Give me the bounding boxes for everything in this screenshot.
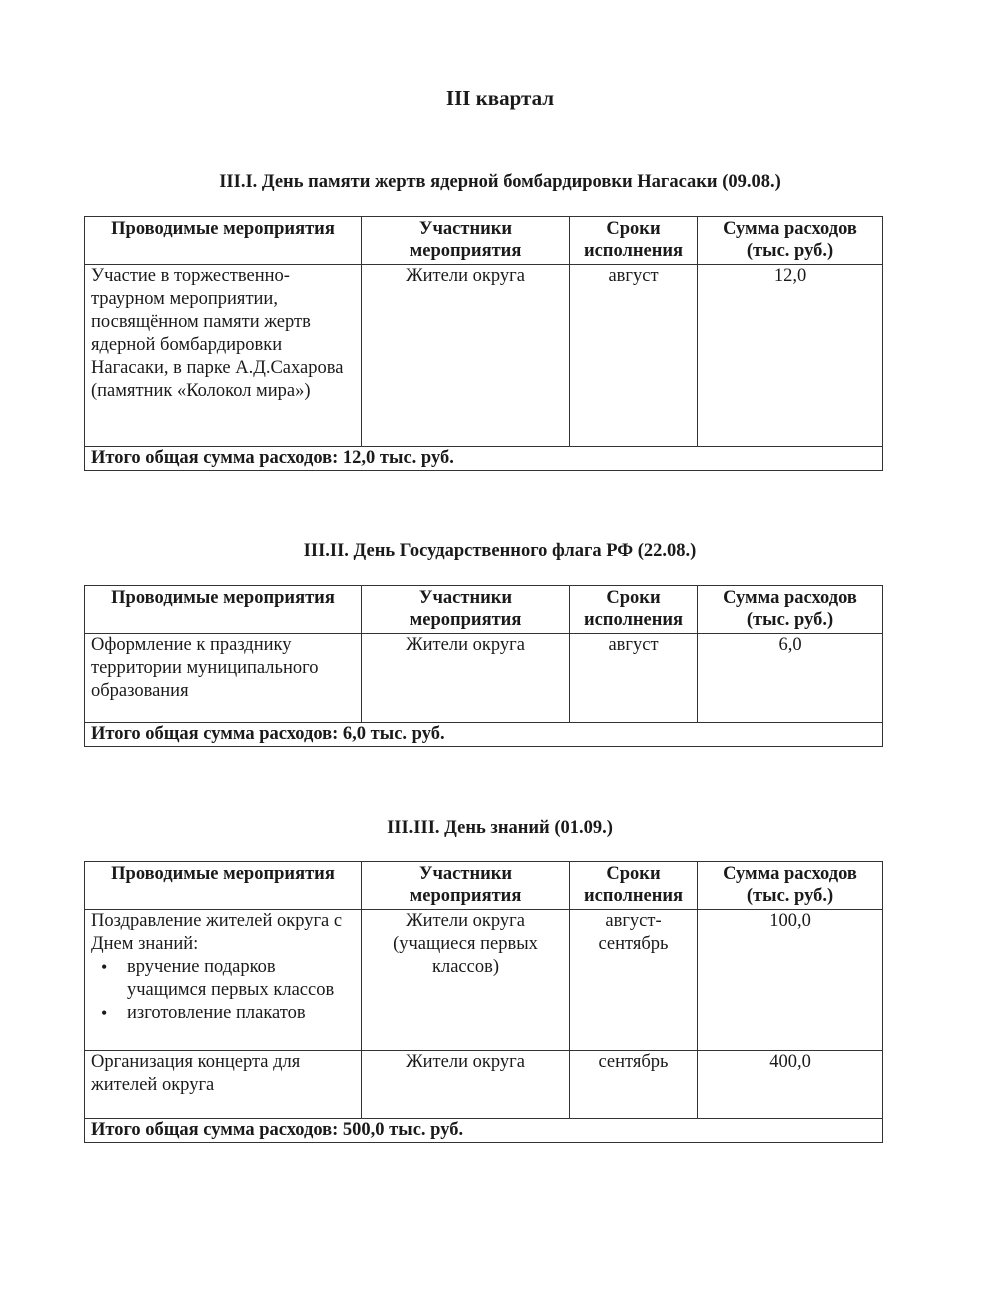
section-title-2: III.II. День Государственного флага РФ (22.08.) bbox=[303, 541, 697, 561]
total-cell: Итого общая сумма расходов: 500,0 тыс. руб. bbox=[85, 1119, 883, 1143]
section-title-3: III.III. День знаний (01.09.) bbox=[387, 818, 613, 838]
event-bullet-list bbox=[91, 956, 355, 1025]
participants-cell: Жители округа bbox=[362, 265, 570, 447]
header-events: Проводимые мероприятия bbox=[85, 586, 362, 634]
list-item: • вручение подарков учащимся первых классов bbox=[127, 956, 355, 1002]
header-costs: Сумма расходов (тыс. руб.) bbox=[698, 586, 883, 634]
header-dates: Сроки исполнения bbox=[570, 586, 698, 634]
participants-cell: Жители округа bbox=[362, 634, 570, 723]
cost-cell: 6,0 bbox=[698, 634, 883, 723]
event-cell: Организация концерта для жителей округа bbox=[85, 1051, 362, 1119]
page-title: III квартал bbox=[445, 86, 555, 110]
table-header-row bbox=[85, 586, 883, 634]
dates-cell: август bbox=[570, 634, 698, 723]
section-3-table bbox=[84, 861, 883, 1143]
total-row bbox=[85, 723, 883, 747]
event-text: Поздравление жителей округа с Днем знаний: bbox=[91, 911, 343, 954]
total-cell: Итого общая сумма расходов: 12,0 тыс. руб. bbox=[85, 447, 883, 471]
table-header-row bbox=[85, 862, 883, 910]
table-header-row bbox=[85, 217, 883, 265]
dates-cell: август bbox=[570, 265, 698, 447]
section-title-1: III.I. День памяти жертв ядерной бомбардировки Нагасаки (09.08.) bbox=[219, 172, 781, 192]
table-row bbox=[85, 634, 883, 723]
cost-cell: 12,0 bbox=[698, 265, 883, 447]
table-row bbox=[85, 265, 883, 447]
event-cell: Участие в торжественно-траурном мероприятии, посвящённом памяти жертв ядерной бомбардировки Нагасаки, в парке А.Д.Сахарова (памятник «Колокол мира») bbox=[85, 265, 362, 447]
header-events: Проводимые мероприятия bbox=[85, 862, 362, 910]
dates-cell: сентябрь bbox=[570, 1051, 698, 1119]
section-1-table bbox=[84, 216, 883, 471]
section-2-table bbox=[84, 585, 883, 747]
total-row bbox=[85, 1119, 883, 1143]
table-row bbox=[85, 910, 883, 1051]
list-item: • изготовление плакатов bbox=[127, 1002, 355, 1025]
event-cell: Оформление к празднику территории муниципального образования bbox=[85, 634, 362, 723]
header-participants: Участники мероприятия bbox=[362, 586, 570, 634]
header-costs: Сумма расходов (тыс. руб.) bbox=[698, 217, 883, 265]
table-row bbox=[85, 1051, 883, 1119]
dates-cell: август-сентябрь bbox=[570, 910, 698, 1051]
header-costs: Сумма расходов (тыс. руб.) bbox=[698, 862, 883, 910]
header-participants: Участники мероприятия bbox=[362, 217, 570, 265]
participants-cell: Жители округа (учащиеся первых классов) bbox=[362, 910, 570, 1051]
cost-cell: 400,0 bbox=[698, 1051, 883, 1119]
header-dates: Сроки исполнения bbox=[570, 862, 698, 910]
header-events: Проводимые мероприятия bbox=[85, 217, 362, 265]
total-row bbox=[85, 447, 883, 471]
cost-cell: 100,0 bbox=[698, 910, 883, 1051]
event-cell bbox=[85, 910, 362, 1051]
header-dates: Сроки исполнения bbox=[570, 217, 698, 265]
total-cell: Итого общая сумма расходов: 6,0 тыс. руб. bbox=[85, 723, 883, 747]
participants-cell: Жители округа bbox=[362, 1051, 570, 1119]
header-participants: Участники мероприятия bbox=[362, 862, 570, 910]
